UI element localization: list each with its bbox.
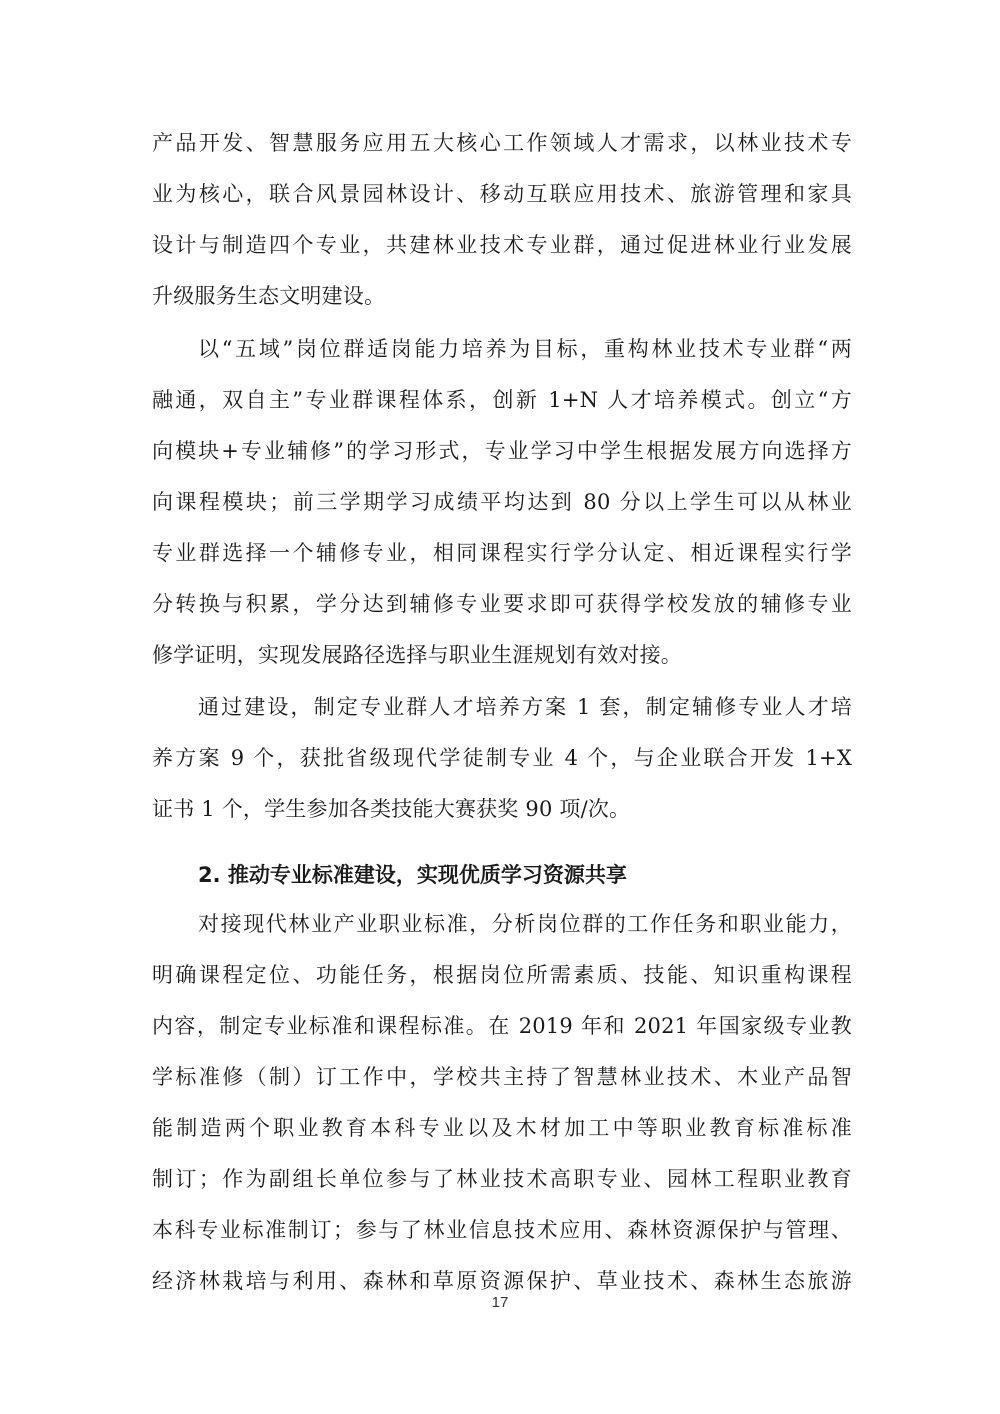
paragraph-2 xyxy=(152,324,852,681)
paragraph-3 xyxy=(152,682,852,835)
text-line: 业为核心，联合风景园林设计、移动互联应用技术、旅游管理和家具 xyxy=(152,182,852,206)
text-line: 通过建设，制定专业群人才培养方案 1 套，制定辅修专业人才培 xyxy=(198,695,852,719)
text-line: 向模块+专业辅修”的学习形式，专业学习中学生根据发展方向选择方 xyxy=(152,439,852,463)
text-line: 本科专业标准制订；参与了林业信息技术应用、森林资源保护与管理、 xyxy=(152,1218,852,1242)
text-line: 经济林栽培与利用、森林和草原资源保护、草业技术、森林生态旅游 xyxy=(152,1269,852,1293)
section-heading: 2. 推动专业标准建设，实现优质学习资源共享 xyxy=(198,863,627,887)
text-line: 升级服务生态文明建设。 xyxy=(152,284,386,308)
text-line: 学标准修（制）订工作中，学校共主持了智慧林业技术、木业产品智 xyxy=(152,1065,852,1089)
paragraph-4 xyxy=(152,899,852,1307)
paragraph-1 xyxy=(152,118,852,322)
page-number: 17 xyxy=(491,1294,509,1311)
text-line: 设计与制造四个专业，共建林业技术专业群，通过促进林业行业发展 xyxy=(152,233,852,257)
text-line: 专业群选择一个辅修专业，相同课程实行学分认定、相近课程实行学 xyxy=(152,541,852,565)
text-line: 向课程模块；前三学期学习成绩平均达到 80 分以上学生可以从林业 xyxy=(152,490,852,514)
text-line: 修学证明，实现发展路径选择与职业生涯规划有效对接。 xyxy=(152,643,682,667)
text-line: 能制造两个职业教育本科专业以及木材加工中等职业教育标准标准 xyxy=(152,1116,852,1140)
text-line: 养方案 9 个，获批省级现代学徒制专业 4 个，与企业联合开发 1+X xyxy=(152,746,852,770)
text-line: 以“五域”岗位群适岗能力培养为目标，重构林业技术专业群“两 xyxy=(198,337,852,361)
text-line: 对接现代林业产业职业标准，分析岗位群的工作任务和职业能力， xyxy=(198,912,852,936)
text-line: 融通，双自主”专业群课程体系，创新 1+N 人才培养模式。创立“方 xyxy=(152,388,852,412)
text-line: 分转换与积累，学分达到辅修专业要求即可获得学校发放的辅修专业 xyxy=(152,592,852,616)
text-line: 证书 1 个，学生参加各类技能大赛获奖 90 项/次。 xyxy=(152,797,631,821)
text-line: 制订；作为副组长单位参与了林业技术高职专业、园林工程职业教育 xyxy=(152,1167,852,1191)
text-line: 内容，制定专业标准和课程标准。在 2019 年和 2021 年国家级专业教 xyxy=(152,1014,852,1038)
text-line: 产品开发、智慧服务应用五大核心工作领域人才需求，以林业技术专 xyxy=(152,131,852,155)
text-line: 明确课程定位、功能任务，根据岗位所需素质、技能、知识重构课程 xyxy=(152,963,852,987)
